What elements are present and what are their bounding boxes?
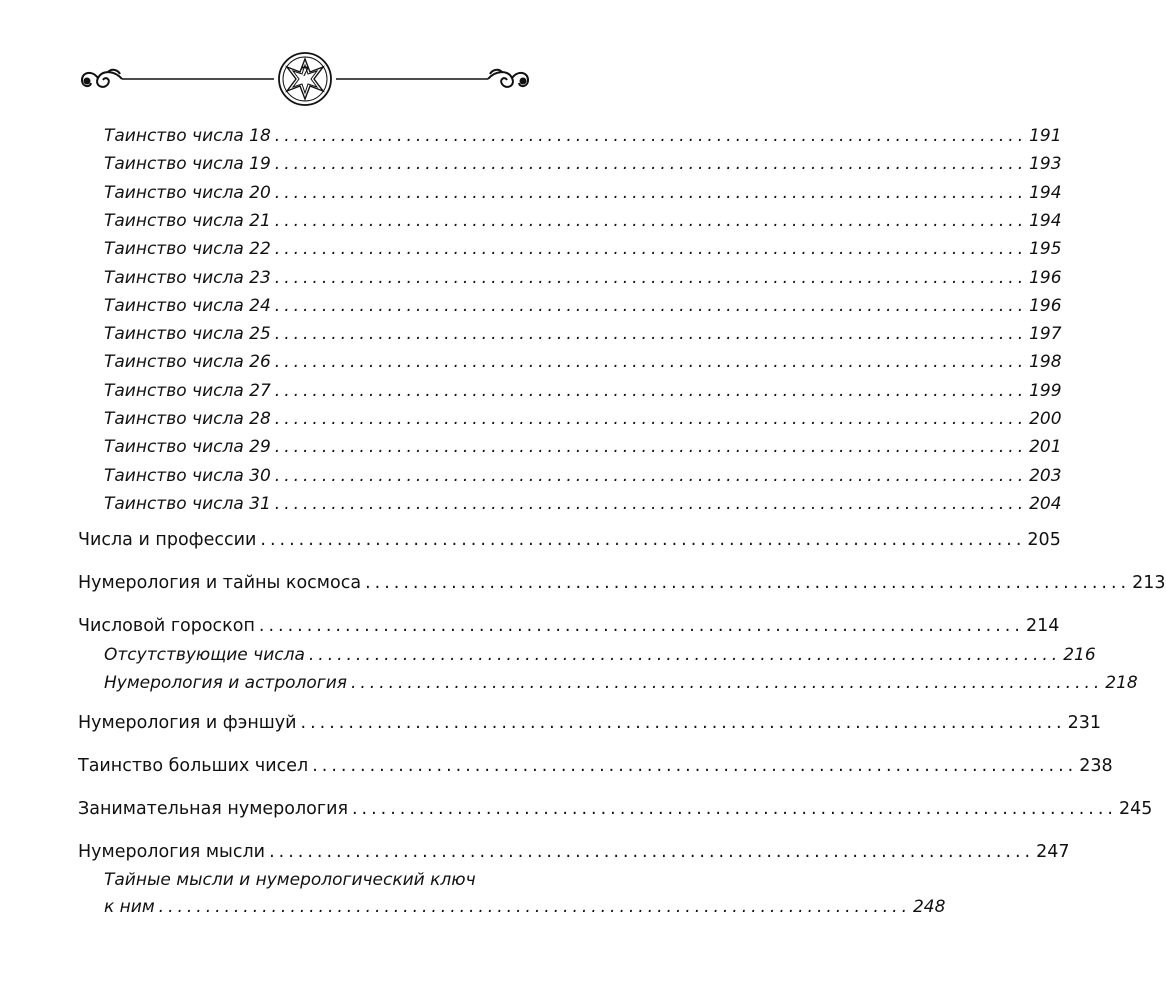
toc-entry-page: 199	[1029, 380, 1062, 401]
toc-entry-label: Таинство числа 20	[104, 182, 271, 203]
toc-entry-label: Таинство числа 30	[104, 465, 271, 486]
toc-chapter-professions[interactable]	[78, 530, 1061, 550]
leader-dots: ................................................................................	[260, 530, 1026, 550]
toc-entry-page: 238	[1079, 756, 1113, 776]
toc-entry-page: 213	[1132, 573, 1166, 593]
toc-sub-entry[interactable]	[104, 267, 1062, 288]
toc-entry-page: 195	[1029, 239, 1062, 260]
leader-dots: ................................................................................	[308, 645, 1062, 665]
toc-entry-label: Числовой гороскоп	[78, 616, 255, 636]
toc-sub-missing[interactable]	[104, 645, 1096, 665]
toc-sub-entry[interactable]	[104, 154, 1062, 175]
leader-dots: ................................................................................	[274, 493, 1028, 514]
toc-entry-label: Таинство числа 19	[104, 154, 271, 175]
toc-sub-entry[interactable]	[104, 239, 1062, 260]
leader-dots: ................................................................................	[258, 616, 1024, 636]
toc-sub-entry[interactable]	[104, 465, 1062, 486]
toc-entry-label: Нумерология и фэншуй	[78, 713, 297, 733]
toc-entry-label: Занимательная нумерология	[78, 799, 348, 819]
toc-entry-label: Отсутствующие числа	[104, 645, 305, 665]
toc-entry-page: 196	[1029, 295, 1062, 316]
toc-sub-entry[interactable]	[104, 493, 1062, 514]
toc-entry-page: 248	[912, 897, 946, 917]
toc-entry-page: 194	[1029, 182, 1062, 203]
toc-entry-page: 198	[1029, 352, 1062, 373]
toc-entry-page: 193	[1029, 154, 1062, 175]
toc-sub-entry[interactable]	[104, 409, 1062, 429]
leader-dots: ................................................................................	[274, 324, 1028, 345]
leader-dots: ................................................................................	[274, 126, 1028, 146]
toc-entry-page: 216	[1063, 645, 1096, 665]
toc-entry-label: Таинство числа 27	[104, 380, 271, 401]
toc-sub-astrology[interactable]	[104, 673, 1138, 693]
leader-dots: ................................................................................	[274, 154, 1028, 175]
toc-entry-label: Таинство числа 26	[104, 352, 271, 373]
leader-dots: ................................................................................	[274, 239, 1028, 260]
toc-sub-entry[interactable]	[104, 126, 1062, 146]
toc-entry-label: Таинство числа 23	[104, 267, 271, 288]
right-flourish-icon	[488, 70, 528, 87]
toc-entry-label: Таинство числа 28	[104, 409, 271, 429]
leader-dots: ................................................................................	[351, 799, 1117, 819]
toc-sub-entry[interactable]	[104, 380, 1062, 401]
leader-dots: ................................................................................	[274, 182, 1028, 203]
toc-entry-page: 247	[1036, 842, 1070, 862]
toc-entry-label: Числа и профессии	[78, 530, 257, 550]
toc-chapter-entertaining[interactable]	[78, 799, 1153, 819]
toc-chapter-thought[interactable]	[78, 842, 1070, 862]
toc-entry-page: 218	[1105, 673, 1138, 693]
leader-dots: ................................................................................	[350, 673, 1104, 693]
toc-entry-page: 201	[1029, 437, 1062, 458]
page-number: 7	[300, 65, 310, 80]
leader-dots: ................................................................................	[269, 842, 1035, 862]
toc-chapter-cosmos[interactable]	[78, 573, 1166, 593]
toc-entry-label: Таинство числа 25	[104, 324, 271, 345]
toc-entry-label: Таинство числа 18	[104, 126, 271, 146]
toc-sub-secret-thoughts[interactable]	[104, 897, 946, 917]
toc-entry-label: Таинство числа 29	[104, 437, 271, 458]
leader-dots: ................................................................................	[158, 897, 911, 917]
leader-dots: ................................................................................	[274, 465, 1028, 486]
toc-entry-page: 214	[1025, 616, 1060, 636]
leader-dots: ................................................................................	[274, 437, 1028, 458]
leader-dots: ................................................................................	[365, 573, 1131, 593]
leader-dots: ................................................................................	[274, 352, 1028, 373]
leader-dots: ................................................................................	[274, 267, 1028, 288]
toc-sub-entry[interactable]	[104, 352, 1062, 373]
toc-entry-page: 205	[1027, 530, 1061, 550]
toc-entry-page: 191	[1029, 126, 1062, 146]
leader-dots: ................................................................................	[274, 295, 1028, 316]
toc-entry-page: 200	[1029, 409, 1062, 429]
toc-entry-page: 245	[1119, 799, 1153, 819]
page-header	[78, 52, 532, 112]
toc-entry-label: Нумерология и астрология	[104, 673, 347, 693]
toc-sub-entry[interactable]	[104, 295, 1062, 316]
leader-dots: ................................................................................	[274, 409, 1028, 429]
toc-chapter-fengshui[interactable]	[78, 713, 1101, 733]
leader-dots: ................................................................................	[274, 210, 1028, 231]
toc-entry-label: Таинство числа 24	[104, 295, 271, 316]
toc-entry-label: Таинство больших чисел	[78, 756, 309, 776]
toc-sub-entry[interactable]	[104, 210, 1062, 231]
toc-sub-entry[interactable]	[104, 324, 1062, 345]
toc-sub-entry[interactable]	[104, 182, 1062, 203]
toc-entry-page: 194	[1029, 210, 1062, 231]
leader-dots: ................................................................................	[274, 380, 1028, 401]
toc-chapter-horoscope[interactable]	[78, 616, 1060, 636]
left-flourish-icon	[82, 70, 122, 87]
toc-entry-label: Таинство числа 22	[104, 239, 271, 260]
ornament-divider	[78, 52, 532, 112]
toc-entry-page: 196	[1029, 267, 1062, 288]
toc-entry-page: 197	[1029, 324, 1062, 345]
toc-sub-secret-thoughts-line1[interactable]: Тайные мысли и нумерологический ключ	[104, 870, 476, 890]
toc-entry-page: 231	[1067, 713, 1101, 733]
toc-entry-label: к ним	[104, 897, 155, 917]
toc-entry-label: Нумерология и тайны космоса	[78, 573, 362, 593]
toc-entry-label: Таинство числа 21	[104, 210, 271, 231]
toc-chapter-big-numbers[interactable]	[78, 756, 1113, 776]
leader-dots: ................................................................................	[312, 756, 1078, 776]
toc-entry-page: 204	[1029, 493, 1062, 514]
toc-entry-label: Нумерология мысли	[78, 842, 266, 862]
toc-sub-entry[interactable]	[104, 437, 1062, 458]
leader-dots: ................................................................................	[300, 713, 1066, 733]
toc-entry-page: 203	[1029, 465, 1062, 486]
toc-entry-label: Таинство числа 31	[104, 493, 271, 514]
